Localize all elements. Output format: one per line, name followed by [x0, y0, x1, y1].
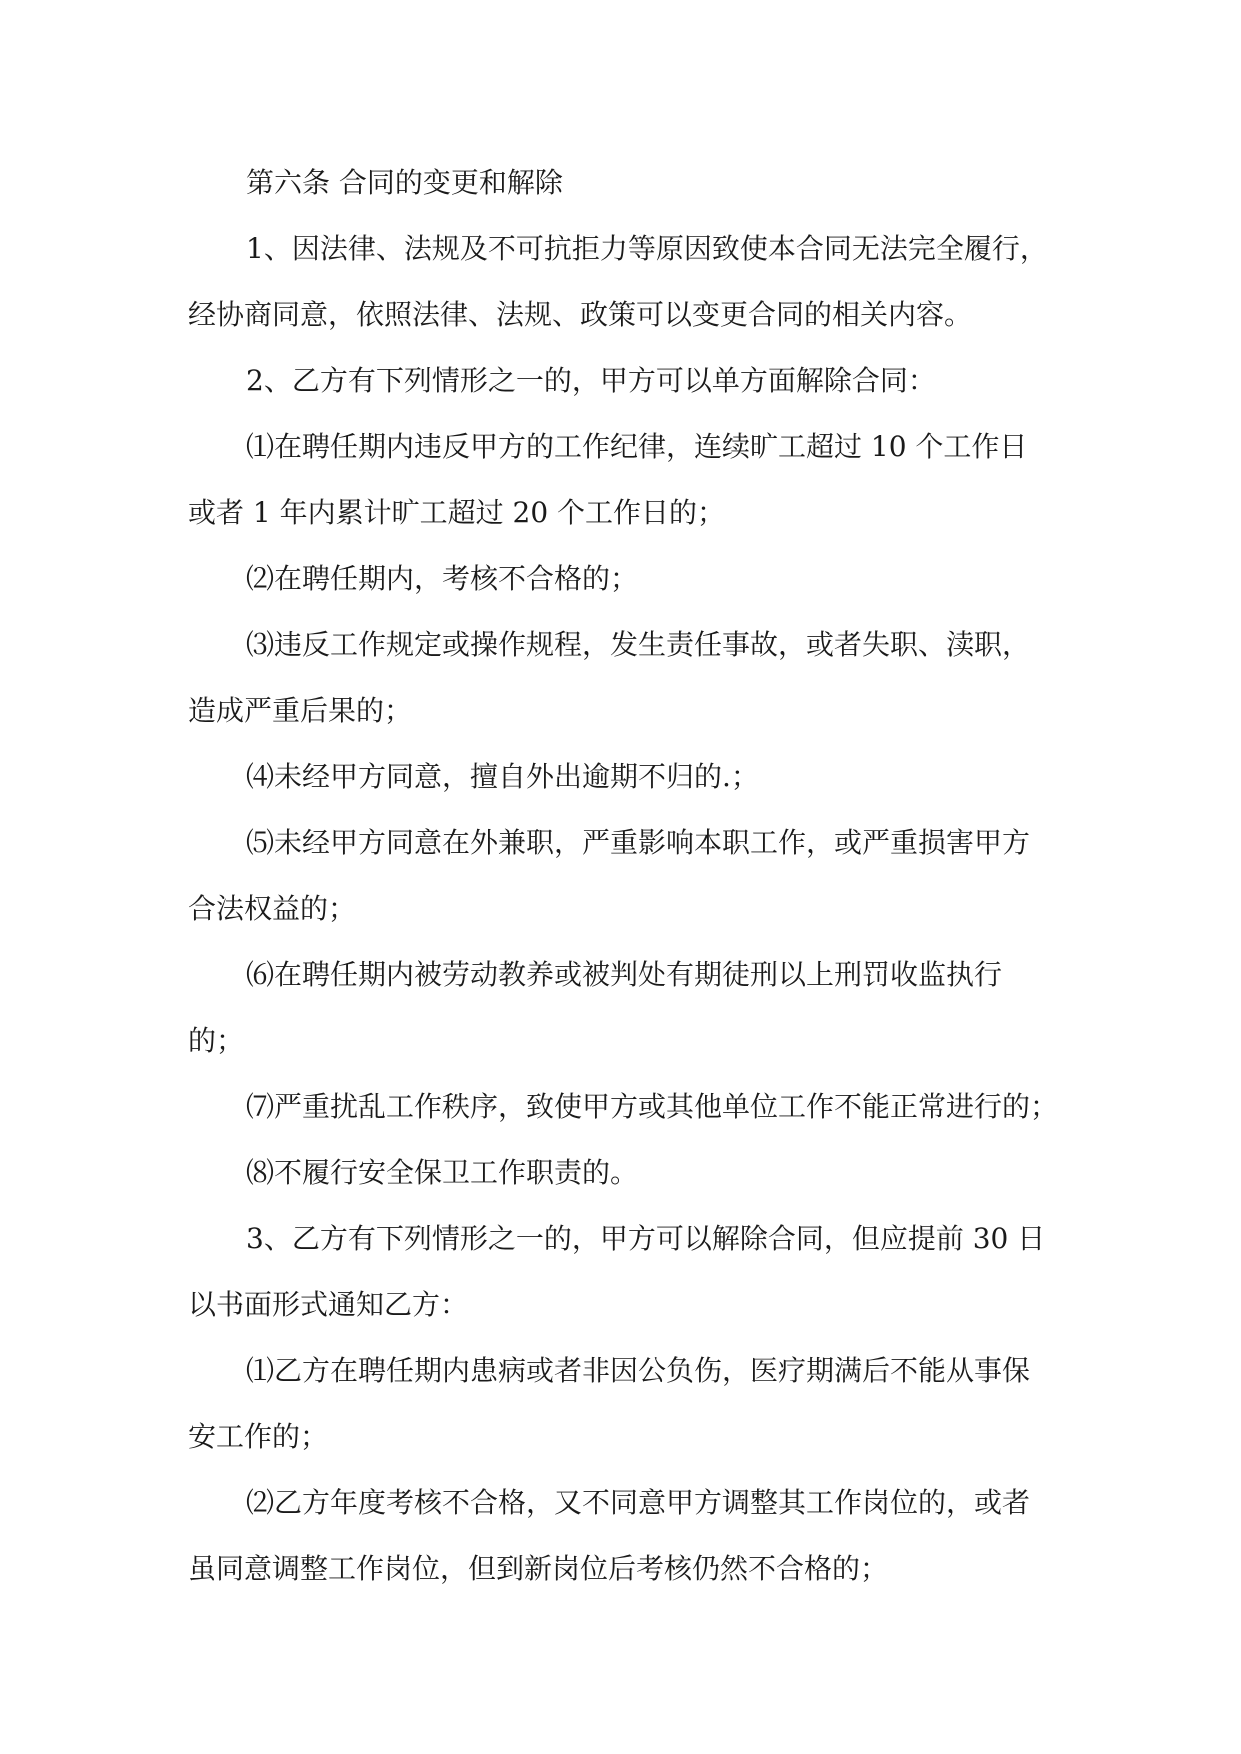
- paragraph-line: ⑵在聘任期内，考核不合格的；: [246, 562, 639, 595]
- paragraph-line: 合法权益的；: [188, 892, 357, 925]
- paragraph-line: 以书面形式通知乙方：: [188, 1288, 469, 1321]
- paragraph-line: ⑸未经甲方同意在外兼职，严重影响本职工作，或严重损害甲方: [246, 826, 1031, 859]
- paragraph-line: ⑴在聘任期内违反甲方的工作纪律，连续旷工超过 10 个工作日: [246, 430, 1028, 463]
- paragraph-line: 3、乙方有下列情形之一的，甲方可以解除合同，但应提前 30 日: [246, 1222, 1046, 1255]
- paragraph-line: 或者 1 年内累计旷工超过 20 个工作日的；: [188, 496, 726, 529]
- paragraph-line: 虽同意调整工作岗位，但到新岗位后考核仍然不合格的；: [188, 1552, 889, 1585]
- paragraph-line: 1、因法律、法规及不可抗拒力等原因致使本合同无法完全履行，: [246, 232, 1048, 265]
- paragraph-line: 安工作的；: [188, 1420, 329, 1453]
- paragraph-line: ⑶违反工作规定或操作规程，发生责任事故，或者失职、渎职，: [246, 628, 1031, 661]
- paragraph-line: 2、乙方有下列情形之一的，甲方可以单方面解除合同：: [246, 364, 936, 397]
- section-heading: 第六条 合同的变更和解除: [246, 166, 563, 199]
- paragraph-line: ⑹在聘任期内被劳动教养或被判处有期徒刑以上刑罚收监执行: [246, 958, 1003, 991]
- paragraph-line: ⑴乙方在聘任期内患病或者非因公负伤，医疗期满后不能从事保: [246, 1354, 1031, 1387]
- paragraph-line: ⑺严重扰乱工作秩序，致使甲方或其他单位工作不能正常进行的；: [246, 1090, 1059, 1123]
- paragraph-line: ⑻不履行安全保卫工作职责的。: [246, 1156, 639, 1189]
- paragraph-line: ⑷未经甲方同意，擅自外出逾期不归的.；: [246, 760, 759, 793]
- paragraph-line: 造成严重后果的；: [188, 694, 413, 727]
- paragraph-line: 的；: [188, 1024, 245, 1057]
- paragraph-line: 经协商同意，依照法律、法规、政策可以变更合同的相关内容。: [188, 298, 973, 331]
- paragraph-line: ⑵乙方年度考核不合格，又不同意甲方调整其工作岗位的，或者: [246, 1486, 1031, 1519]
